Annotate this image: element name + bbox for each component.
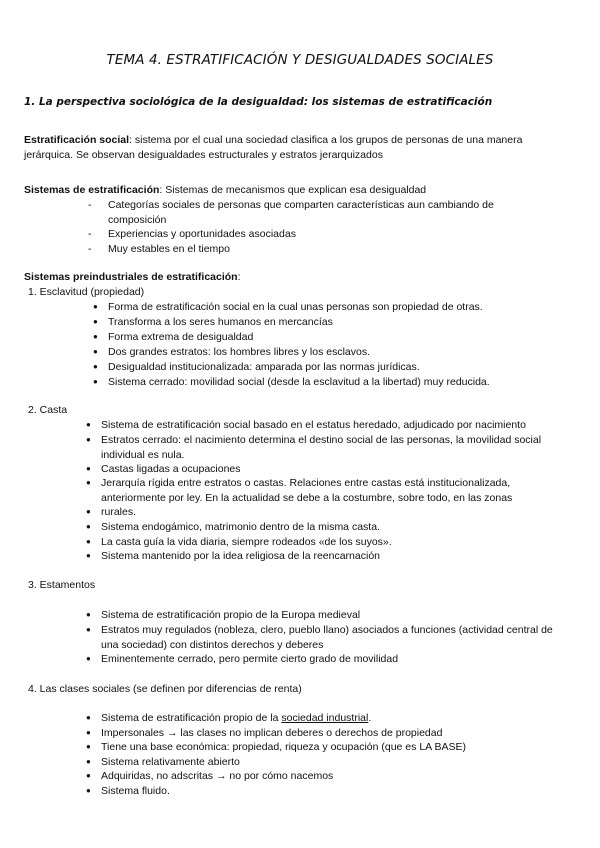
list-item: ● Sistema cerrado: movilidad social (desde la esclavitud a la libertad) muy reducida. <box>93 376 490 388</box>
list-item: ● Adquiridas, no adscritas → no por cómo nacemos <box>86 770 334 782</box>
list-item: ● Forma extrema de desigualdad <box>93 331 254 343</box>
list-number-estamentos: 3. Estamentos <box>28 579 96 591</box>
list-number-casta: 2. Casta <box>28 404 68 416</box>
list-item: ● Forma de estratificación social en la cual unas personas son propiedad de otras. <box>93 301 483 313</box>
page-title: TEMA 4. ESTRATIFICACIÓN Y DESIGUALDADES SOCIALES <box>106 52 494 68</box>
list-item: ● Tiene una base económica: propiedad, riqueza y ocupación (que es LA BASE) <box>86 741 467 753</box>
dash-item: - Experiencias y oportunidades asociadas <box>88 228 296 240</box>
list-item: ● Estratos muy regulados (nobleza, clero, pueblo llano) asociados a funciones (actividad central de una sociedad) con distintos derechos y deberes <box>86 624 553 651</box>
section-heading: 1. La perspectiva sociológica de la desigualdad: los sistemas de estratificación <box>24 96 493 108</box>
dash-item: - Muy estables en el tiempo <box>88 243 230 255</box>
dash-item: - Categorías sociales de personas que comparten características aun cambiando de composición <box>88 199 494 226</box>
list-item: ● Estratos cerrado: el nacimiento determina el destino social de las personas, la movilidad social individual es nula. <box>86 434 542 461</box>
list-item: ● Impersonales → las clases no implican deberes o derechos de propiedad <box>86 727 443 739</box>
list-item: ● Sistema fluido. <box>86 785 170 797</box>
list-item: ● Sistema endogámico, matrimonio dentro de la misma casta. <box>86 521 380 533</box>
list-item: ● Castas ligadas a ocupaciones <box>86 463 241 475</box>
subheading-preindustriales: Sistemas preindustriales de estratificación: <box>24 271 241 283</box>
list-item: ● Sistema mantenido por la idea religiosa de la reencarnación <box>86 550 380 562</box>
definition-text: : Sistemas de mecanismos que explican esa desigualdad <box>159 184 427 196</box>
list-item: ● Transforma a los seres humanos en mercancías <box>93 316 333 328</box>
list-number-esclavitud: 1. Esclavitud (propiedad) <box>28 286 145 298</box>
term: Sistemas de estratificación <box>24 184 160 196</box>
list-item: ● Sistema relativamente abierto <box>86 756 240 768</box>
list-item: ● Jerarquía rígida entre estratos o castas. Relaciones entre castas está institucionalizada, anteriormente por ley. En la actualidad se debe a la costumbre, sobre todo, en las zonas <box>86 477 513 504</box>
definition-sistemas <box>24 183 584 198</box>
term: Estratificación social <box>24 134 130 146</box>
definition-estratificacion <box>24 133 584 162</box>
list-number-clases: 4. Las clases sociales (se definen por diferencias de renta) <box>28 683 302 695</box>
list-item: ● Desigualdad institucionalizada: amparada por las normas jurídicas. <box>93 361 420 373</box>
list-item: ● rurales. <box>86 506 137 518</box>
list-item: ● Sistema de estratificación propio de la Europa medieval <box>86 609 361 621</box>
definition-text: : sistema por el cual una sociedad clasifica a los grupos de personas de una manera <box>129 134 523 146</box>
list-item: ● Dos grandes estratos: los hombres libres y los esclavos. <box>93 346 371 358</box>
list-item: ● Sistema de estratificación social basado en el estatus heredado, adjudicado por nacimiento <box>86 419 526 431</box>
definition-text-2: jerárquica. Se observan desigualdades estructurales y estratos jerarquizados <box>24 148 383 161</box>
list-item: ● La casta guía la vida diaria, siempre rodeados «de los suyos». <box>86 536 392 548</box>
underlined-term: sociedad industrial <box>281 712 369 724</box>
list-item: ● Sistema de estratificación propio de la sociedad industrial. <box>86 712 372 724</box>
list-item: ● Eminentemente cerrado, pero permite cierto grado de movilidad <box>86 653 399 665</box>
